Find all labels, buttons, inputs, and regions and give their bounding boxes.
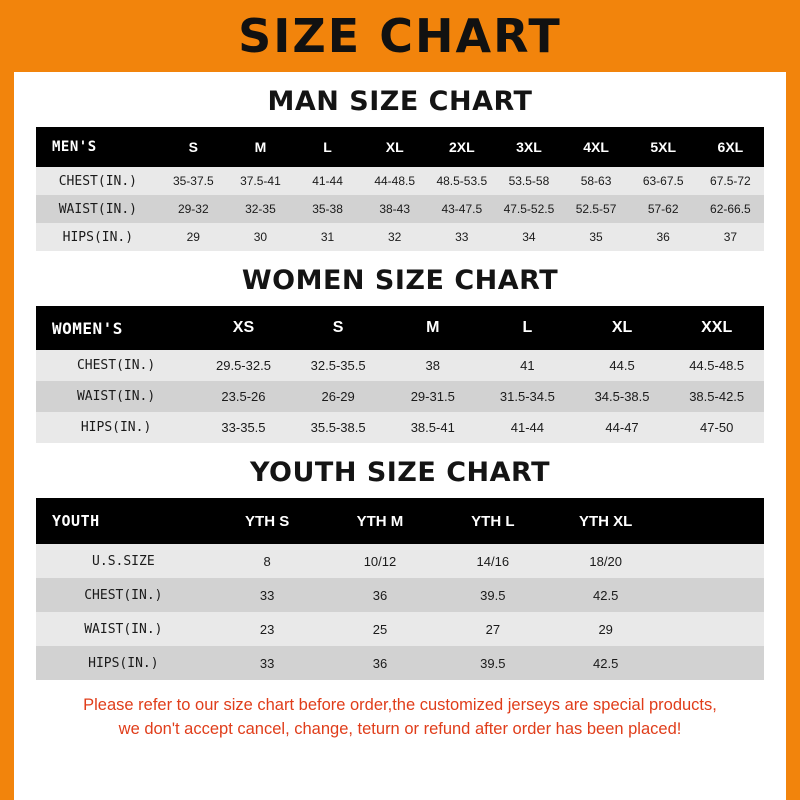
men-cell: 47.5-52.5 (503, 202, 555, 216)
men-cell: 53.5-58 (508, 174, 550, 188)
women-col-header: XL (611, 319, 633, 336)
table-row (36, 646, 764, 680)
men-cell: 41-44 (312, 174, 343, 188)
women-table-body (36, 350, 764, 443)
men-table-head (36, 127, 764, 167)
women-row-label-header: WOMEN'S (52, 318, 123, 338)
footer-note-line1: Please refer to our size chart before order,the customized jerseys are special products, (83, 696, 717, 714)
youth-row-label-header: YOUTH (52, 512, 100, 530)
table-row (36, 195, 764, 223)
youth-col-header: YTH S (245, 512, 290, 530)
table-row (36, 544, 764, 578)
men-cell: 36 (656, 230, 670, 244)
men-cell: 38-43 (379, 202, 411, 216)
youth-col-spacer (662, 498, 764, 544)
men-cell: 63-67.5 (642, 174, 684, 188)
youth-row-label: CHEST(IN.) (84, 587, 163, 603)
men-col-header: 4XL (583, 139, 609, 155)
men-cell: 33 (455, 230, 469, 244)
men-cell: 30 (253, 230, 268, 244)
men-col-header: 2XL (448, 139, 475, 155)
men-col-header: XL (385, 139, 404, 155)
women-cell: 29-31.5 (410, 389, 455, 404)
youth-cell: 10/12 (363, 553, 397, 569)
youth-cell: 23 (259, 621, 275, 637)
table-row (36, 412, 764, 443)
youth-cell: 33 (259, 587, 275, 603)
men-col-header: 3XL (516, 139, 542, 155)
youth-cell-spacer (662, 544, 764, 578)
men-cell: 29 (186, 230, 200, 244)
women-col-header: XS (232, 319, 255, 336)
men-col-header: L (323, 139, 332, 155)
men-cell: 43-47.5 (441, 202, 483, 216)
women-cell: 47-50 (700, 420, 734, 435)
men-col-header: M (254, 139, 267, 155)
footer-note (36, 680, 764, 742)
youth-col-header: YTH M (356, 512, 404, 530)
women-row-label: CHEST(IN.) (76, 358, 156, 373)
women-cell: 33-35.5 (221, 420, 266, 435)
youth-cell-spacer (662, 578, 764, 612)
men-row-label-header: MEN'S (52, 139, 97, 155)
men-row-label: CHEST(IN.) (58, 173, 138, 189)
women-cell: 31.5-34.5 (499, 389, 555, 404)
youth-row-label: HIPS(IN.) (88, 655, 159, 671)
men-cell: 37 (723, 230, 738, 244)
content-area (14, 86, 786, 742)
men-cell: 34 (522, 230, 536, 244)
women-cell: 44-47 (605, 420, 639, 435)
women-cell: 26-29 (321, 389, 355, 404)
men-cell: 35-38 (312, 202, 343, 216)
youth-cell: 25 (372, 621, 388, 637)
youth-cell: 33 (259, 655, 275, 671)
men-cell: 58-63 (580, 174, 612, 188)
women-cell: 44.5-48.5 (689, 358, 745, 373)
men-row-label: WAIST(IN.) (58, 201, 138, 217)
women-cell: 34.5-38.5 (594, 389, 650, 404)
women-col-header: XXL (701, 319, 733, 336)
men-cell: 29-32 (177, 202, 209, 216)
youth-cell: 29 (598, 621, 613, 637)
women-cell: 38 (425, 358, 440, 373)
youth-table-body (36, 544, 764, 680)
men-cell: 37.5-41 (240, 174, 281, 188)
women-cell: 35.5-38.5 (310, 420, 366, 435)
women-cell: 29.5-32.5 (216, 358, 271, 373)
men-size-table (36, 127, 764, 251)
footer-note-line2: we don't accept cancel, change, teturn or refund after order has been placed! (118, 719, 682, 738)
youth-cell: 42.5 (593, 655, 619, 671)
table-row (36, 167, 764, 195)
men-table-body (36, 167, 764, 251)
women-col-header: L (522, 319, 533, 336)
women-col-header: M (426, 319, 440, 336)
page-title: SIZE CHART (238, 9, 562, 63)
youth-row-label: U.S.SIZE (92, 553, 155, 569)
youth-cell: 14/16 (476, 553, 510, 569)
women-row-label: HIPS(IN.) (80, 420, 152, 435)
youth-col-header: YTH L (471, 512, 515, 530)
youth-row-label: WAIST(IN.) (84, 621, 163, 637)
table-row (36, 381, 764, 412)
men-col-header: S (188, 139, 198, 155)
section-title-youth: YOUTH SIZE CHART (249, 457, 551, 488)
women-cell: 38.5-42.5 (689, 389, 745, 404)
youth-table-head (36, 498, 764, 544)
women-table-head (36, 306, 764, 350)
youth-cell-spacer (662, 612, 764, 646)
women-cell: 23.5-26 (221, 389, 266, 404)
men-cell: 52.5-57 (575, 202, 617, 216)
men-cell: 35 (589, 230, 603, 244)
youth-cell-spacer (662, 646, 764, 680)
men-cell: 67.5-72 (710, 174, 751, 188)
youth-col-header: YTH XL (579, 512, 633, 530)
men-cell: 32 (388, 230, 402, 244)
youth-cell: 36 (372, 655, 388, 671)
women-cell: 41-44 (510, 420, 545, 435)
men-cell: 44-48.5 (374, 174, 416, 188)
men-cell: 62-66.5 (710, 202, 751, 216)
men-col-header: 6XL (717, 139, 744, 155)
section-title-women: WOMEN SIZE CHART (241, 265, 559, 296)
table-row (36, 350, 764, 381)
men-cell: 31 (320, 230, 335, 244)
youth-cell: 42.5 (593, 587, 619, 603)
men-cell: 57-62 (647, 202, 679, 216)
table-row (36, 612, 764, 646)
table-row (36, 578, 764, 612)
youth-header-row (36, 498, 764, 544)
youth-cell: 39.5 (480, 655, 506, 671)
youth-size-table (36, 498, 764, 680)
youth-cell: 8 (263, 553, 271, 569)
women-size-table (36, 306, 764, 443)
men-cell: 35-37.5 (172, 174, 214, 188)
women-row-label: WAIST(IN.) (76, 389, 156, 404)
men-col-header: 5XL (650, 139, 677, 155)
women-col-header: S (332, 319, 344, 336)
women-cell: 32.5-35.5 (310, 358, 366, 373)
header-band (0, 0, 800, 72)
youth-cell: 36 (372, 587, 388, 603)
table-row (36, 223, 764, 251)
women-cell: 41 (520, 358, 535, 373)
section-title-men: MAN SIZE CHART (267, 86, 533, 117)
men-cell: 48.5-53.5 (436, 174, 488, 188)
men-header-row (36, 127, 764, 167)
men-row-label: HIPS(IN.) (62, 229, 134, 245)
women-header-row (36, 306, 764, 350)
women-cell: 38.5-41 (410, 420, 455, 435)
women-cell: 44.5 (609, 358, 635, 373)
youth-cell: 18/20 (589, 553, 622, 569)
men-cell: 32-35 (245, 202, 276, 216)
youth-cell: 27 (485, 621, 501, 637)
youth-cell: 39.5 (480, 587, 506, 603)
